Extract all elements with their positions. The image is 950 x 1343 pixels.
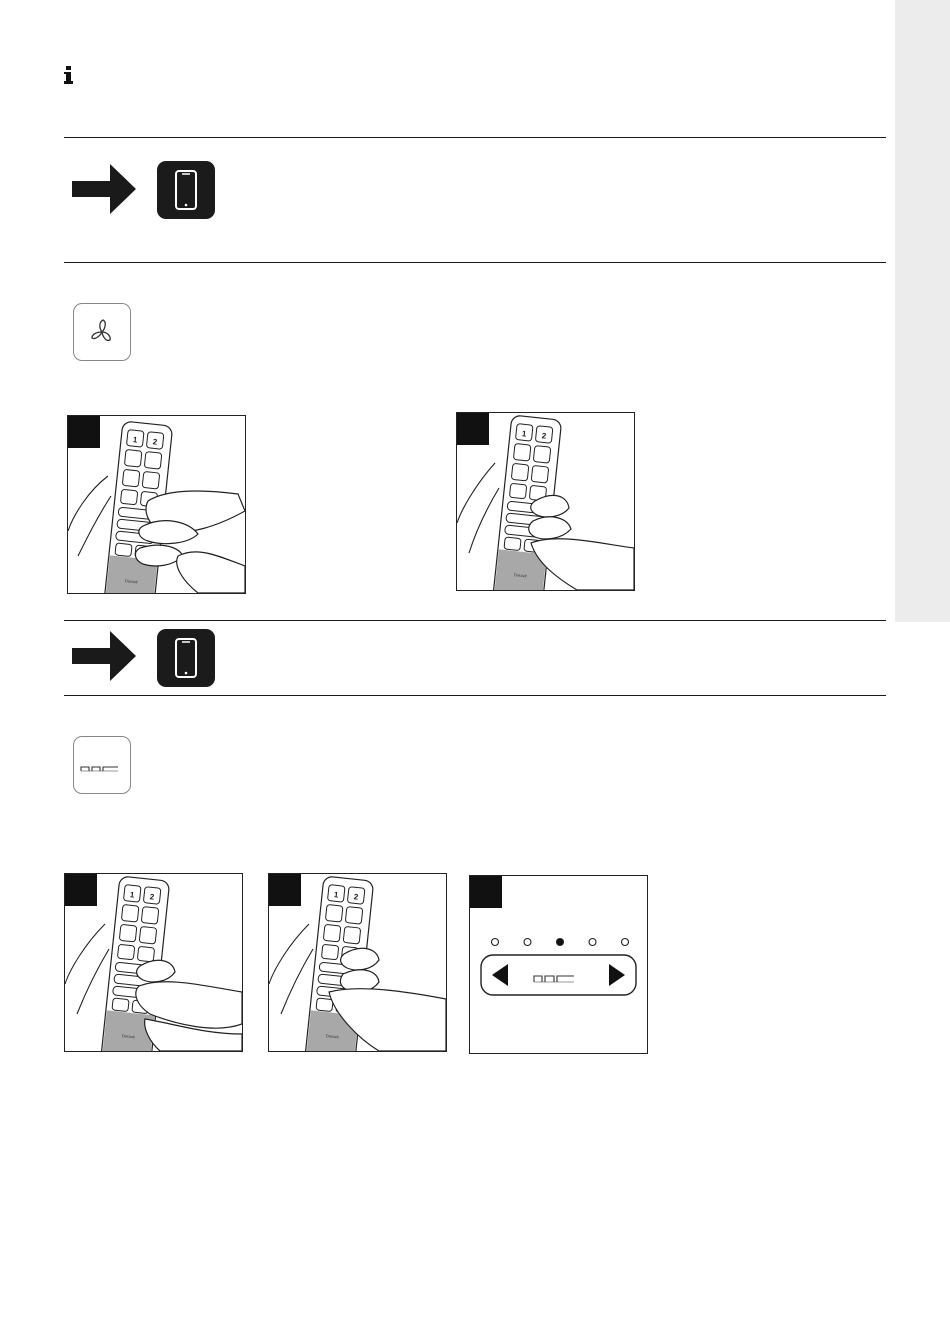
section-divider — [64, 137, 886, 138]
fan-icon — [73, 303, 131, 361]
position-dot-active — [557, 939, 564, 946]
position-indicator-dots — [492, 939, 629, 946]
figure-seat-step-1 — [64, 873, 243, 1052]
info-icon — [62, 65, 76, 87]
remote-key-2: 2 — [152, 437, 158, 447]
remote-brand: Duravit — [325, 1033, 339, 1040]
remote-key-1: 1 — [521, 429, 527, 439]
arrow-right-icon — [72, 631, 136, 681]
remote-key-1: 1 — [132, 435, 138, 445]
figure-fan-step-2 — [456, 412, 635, 591]
position-dot — [492, 939, 499, 946]
figure-seat-position-display — [469, 875, 648, 1054]
remote-key-2: 2 — [149, 892, 155, 902]
position-dot — [589, 939, 596, 946]
section-divider — [64, 620, 886, 621]
remote-key-1: 1 — [333, 890, 339, 900]
figure-seat-step-2 — [268, 873, 447, 1052]
remote-key-1: 1 — [129, 890, 135, 900]
remote-key-2: 2 — [541, 431, 547, 441]
figure-fan-step-1 — [67, 415, 246, 594]
remote-brand: Duravit — [124, 578, 138, 585]
side-tab — [895, 0, 950, 622]
section-divider — [64, 695, 886, 696]
position-dot — [622, 939, 629, 946]
smartphone-app-icon — [157, 629, 215, 687]
remote-brand: Duravit — [513, 572, 527, 579]
position-dot — [524, 939, 531, 946]
seat-position-icon — [73, 736, 131, 794]
smartphone-app-icon — [157, 161, 215, 219]
section-divider — [64, 262, 886, 263]
arrow-right-icon — [72, 164, 136, 214]
remote-brand: Duravit — [121, 1033, 135, 1040]
remote-key-2: 2 — [353, 892, 359, 902]
